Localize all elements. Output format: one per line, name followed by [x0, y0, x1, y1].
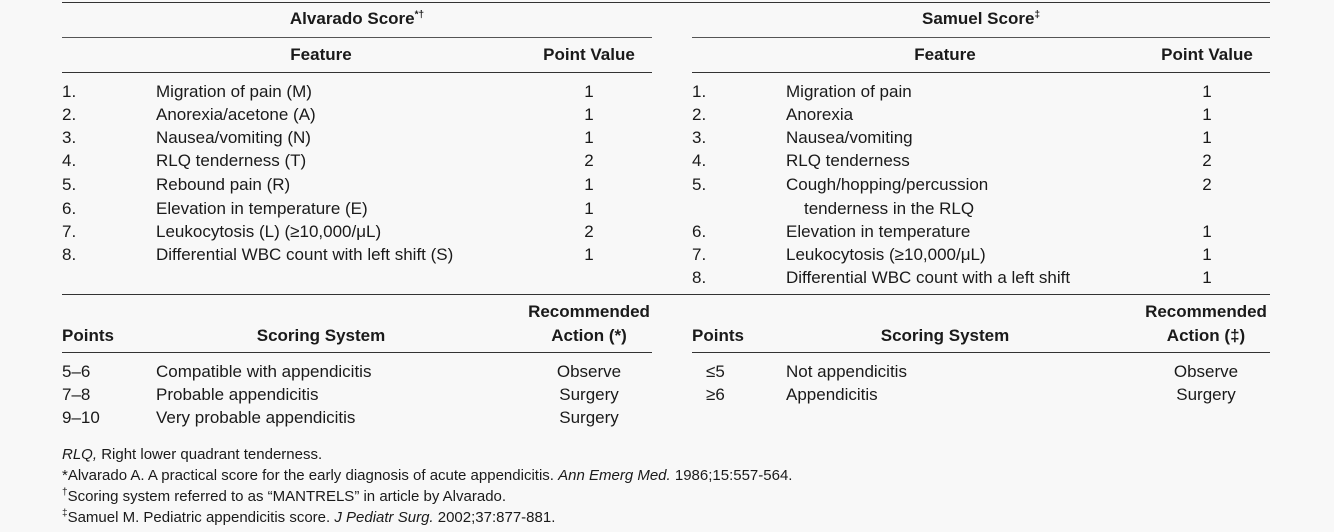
footnote-samuel-text: Samuel M. Pediatric appendicitis score. [67, 509, 331, 526]
samuel-item-points: 1 [1202, 222, 1212, 241]
samuel-item-points: 1 [1202, 82, 1212, 101]
footnote-rlq [62, 446, 322, 463]
footnote-samuel [62, 509, 555, 526]
alvarado-scoring-action: Surgery [559, 385, 619, 404]
alvarado-col-points: Point Value [543, 45, 635, 64]
samuel-item-num: 1. [692, 82, 707, 101]
alvarado-item-points: 1 [584, 175, 594, 194]
alvarado-scoring-system: Compatible with appendicitis [156, 362, 372, 381]
samuel-item-num: 2. [692, 105, 707, 124]
alvarado-item-feature: Leukocytosis (L) (≥10,000/μL) [156, 222, 382, 241]
footnote-samuel-cite: 2002;37:877-881. [437, 509, 556, 526]
alvarado-item-num: 2. [62, 105, 77, 124]
samuel-scoring-system: Appendicitis [786, 385, 878, 404]
alvarado-item-points: 1 [584, 199, 594, 218]
alvarado-col-feature: Feature [290, 45, 352, 64]
samuel-item-num: 6. [692, 222, 707, 241]
footnote-mantrels-text: Scoring system referred to as “MANTRELS” in article by Alvarado. [67, 488, 507, 505]
samuel-title-text: Samuel Score [921, 9, 1035, 28]
alvarado-item-points: 2 [584, 151, 594, 170]
alvarado-scoring-col-action-l1: Recommended [528, 302, 650, 321]
samuel-scoring-action: Observe [1173, 362, 1239, 381]
alvarado-item-feature: Rebound pain (R) [156, 175, 291, 194]
footnote-alvarado-text: *Alvarado A. A practical score for the early diagnosis of acute appendicitis. [62, 467, 554, 484]
samuel-item-feature: Differential WBC count with a left shift [786, 268, 1071, 287]
alvarado-scoring-col-points: Points [62, 326, 114, 345]
samuel-item-points: 2 [1202, 175, 1212, 194]
alvarado-item-num: 3. [62, 128, 77, 147]
footnote-mantrels-mark: † [62, 487, 68, 498]
alvarado-title [62, 9, 652, 29]
samuel-item-points: 1 [1202, 128, 1212, 147]
footnote-samuel-mark: ‡ [62, 508, 68, 519]
alvarado-item-num: 4. [62, 151, 77, 170]
samuel-item-num: 5. [692, 175, 707, 194]
top-rule [62, 2, 1270, 3]
alvarado-scoring-col-system: Scoring System [256, 326, 386, 345]
footnote-alvarado-cite: 1986;15:557-564. [674, 467, 793, 484]
alvarado-item-feature: RLQ tenderness (T) [156, 151, 307, 170]
alvarado-scoring-system: Probable appendicitis [156, 385, 319, 404]
samuel-scoring-system: Not appendicitis [786, 362, 907, 381]
samuel-item-feature-cont: tenderness in the RLQ [804, 199, 975, 218]
samuel-item-num: 3. [692, 128, 707, 147]
alvarado-scoring-points: 9–10 [62, 408, 100, 427]
samuel-col-feature: Feature [914, 45, 976, 64]
footnote-samuel-journal: J Pediatr Surg. [334, 509, 434, 526]
samuel-title-marks: ‡ [1034, 9, 1040, 21]
samuel-item-points: 1 [1202, 268, 1212, 287]
samuel-item-feature: Cough/hopping/percussion [786, 175, 989, 194]
alvarado-item-points: 1 [584, 128, 594, 147]
right-header-rule [692, 72, 1270, 73]
alvarado-scoring-system: Very probable appendicitis [156, 408, 356, 427]
samuel-item-points: 1 [1202, 105, 1212, 124]
samuel-col-points: Point Value [1161, 45, 1253, 64]
alvarado-item-num: 5. [62, 175, 77, 194]
samuel-scoring-col-action-l2: Action (‡) [1166, 326, 1246, 345]
alvarado-item-points: 1 [584, 82, 594, 101]
left-scoring-header-rule [62, 352, 652, 353]
alvarado-item-num: 6. [62, 199, 77, 218]
middle-rule [62, 294, 1270, 295]
footnote-rlq-text: Right lower quadrant tenderness. [101, 446, 323, 463]
alvarado-item-num: 1. [62, 82, 77, 101]
left-title-rule [62, 37, 652, 38]
alvarado-scoring-points: 5–6 [62, 362, 91, 381]
samuel-scoring-col-action-l1: Recommended [1145, 302, 1267, 321]
alvarado-scoring-col-action-l2: Action (*) [551, 326, 627, 345]
footnote-alvarado-journal: Ann Emerg Med. [558, 467, 671, 484]
footnote-rlq-abbr: RLQ, [62, 446, 98, 463]
alvarado-item-points: 2 [584, 222, 594, 241]
samuel-item-feature: Migration of pain [786, 82, 912, 101]
samuel-item-feature: RLQ tenderness [786, 151, 910, 170]
samuel-scoring-col-points: Points [692, 326, 744, 345]
samuel-scoring-points: ≤5 [706, 362, 725, 381]
samuel-scoring-col-system: Scoring System [880, 326, 1010, 345]
alvarado-title-text: Alvarado Score [289, 9, 415, 28]
samuel-item-feature: Leukocytosis (≥10,000/μL) [786, 245, 986, 264]
alvarado-item-feature: Anorexia/acetone (A) [156, 105, 316, 124]
footnote-mantrels [62, 488, 506, 505]
samuel-item-feature: Elevation in temperature [786, 222, 971, 241]
alvarado-item-num: 8. [62, 245, 77, 264]
samuel-item-feature: Anorexia [786, 105, 854, 124]
alvarado-item-feature: Nausea/vomiting (N) [156, 128, 311, 147]
right-scoring-header-rule [692, 352, 1270, 353]
samuel-scoring-points: ≥6 [706, 385, 725, 404]
alvarado-title-marks: *† [414, 9, 425, 21]
alvarado-item-points: 1 [584, 245, 594, 264]
samuel-item-feature: Nausea/vomiting [786, 128, 913, 147]
samuel-item-num: 4. [692, 151, 707, 170]
footnote-alvarado [62, 467, 792, 484]
right-title-rule [692, 37, 1270, 38]
alvarado-scoring-action: Surgery [559, 408, 619, 427]
samuel-item-points: 2 [1202, 151, 1212, 170]
alvarado-item-num: 7. [62, 222, 77, 241]
samuel-title [692, 9, 1270, 29]
samuel-item-points: 1 [1202, 245, 1212, 264]
alvarado-item-feature: Elevation in temperature (E) [156, 199, 368, 218]
samuel-item-num: 8. [692, 268, 707, 287]
alvarado-scoring-action: Observe [556, 362, 622, 381]
alvarado-item-feature: Differential WBC count with left shift (S) [156, 245, 454, 264]
left-header-rule [62, 72, 652, 73]
samuel-scoring-action: Surgery [1176, 385, 1236, 404]
alvarado-scoring-points: 7–8 [62, 385, 91, 404]
alvarado-item-feature: Migration of pain (M) [156, 82, 312, 101]
alvarado-item-points: 1 [584, 105, 594, 124]
samuel-item-num: 7. [692, 245, 707, 264]
